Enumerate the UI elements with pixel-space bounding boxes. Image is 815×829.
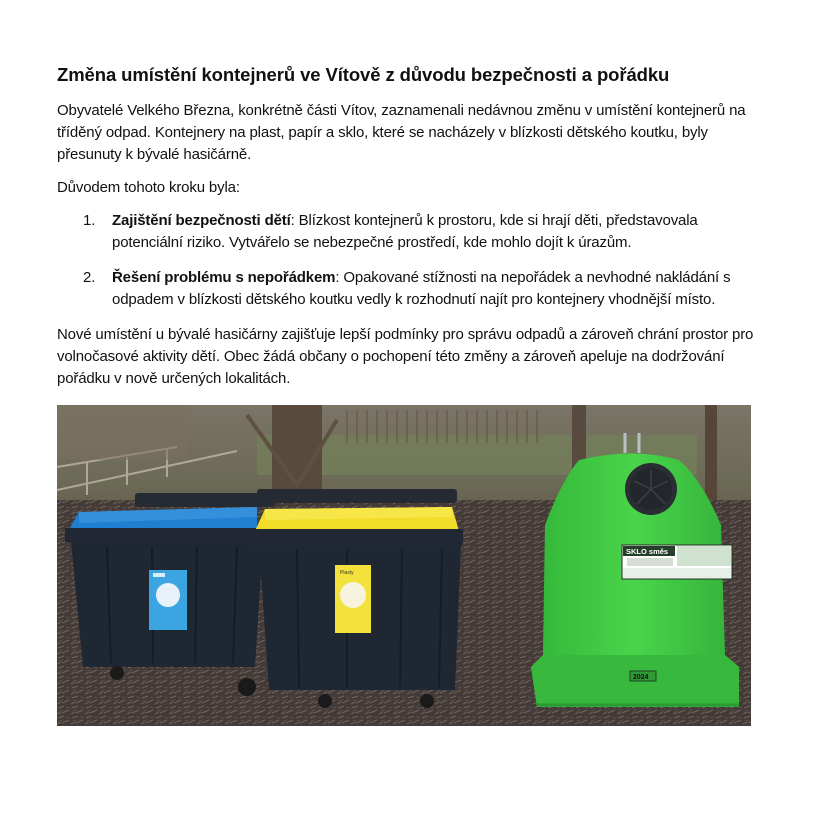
glass-label: SKLO směs xyxy=(626,547,669,556)
svg-text:Plasty: Plasty xyxy=(340,570,354,576)
reasons-list xyxy=(57,210,757,311)
reason-item xyxy=(57,210,757,254)
article-title: Změna umístění kontejnerů ve Vítově z důvodu bezpečnosti a pořádku xyxy=(57,64,670,85)
article xyxy=(57,62,757,401)
reason-text: : Blízkost kontejnerů k prostoru, kde si hrají děti, představovala potenciální riziko. Vytvářelo se nebezpečné prostředí, kde mohlo dojít k úrazům. xyxy=(112,212,698,251)
reason-title: Zajištění bezpečnosti dětí xyxy=(112,212,291,229)
containers-photo xyxy=(57,405,751,726)
glass-year: 2024 xyxy=(633,674,649,681)
reason-title: Řešení problému s nepořádkem xyxy=(112,269,336,286)
reason-text: : Opakované stížnosti na nepořádek a nevhodné nakládání s odpadem v blízkosti dětského koutku vedly k rozhodnutí najít pro kontejnery vhodnější místo. xyxy=(112,269,731,308)
reason-lead: Důvodem tohoto kroku byla: xyxy=(57,179,240,196)
plastic-container xyxy=(253,489,463,708)
reason-item xyxy=(57,267,757,311)
paper-container xyxy=(65,493,275,696)
article-closing: Nové umístění u bývalé hasičárny zajišťuje lepší podmínky pro správu odpadů a zároveň chrání prostor pro volnočasové aktivity dětí. Obec žádá občany o pochopení této změny a zároveň apeluje na dodržování pořádku v nově určených lokalitách. xyxy=(57,326,754,387)
article-intro: Obyvatelé Velkého Března, konkrétně části Vítov, zaznamenali nedávnou změnu v umístění kontejnerů na tříděný odpad. Kontejnery na plast, papír a sklo, které se nacházely v blízkosti dětského koutku, byly přesunuty k bývalé hasičárně. xyxy=(57,102,746,163)
reason-number: 1. xyxy=(83,212,96,229)
containers-photo-illustration xyxy=(57,405,751,726)
reason-number: 2. xyxy=(83,269,96,286)
